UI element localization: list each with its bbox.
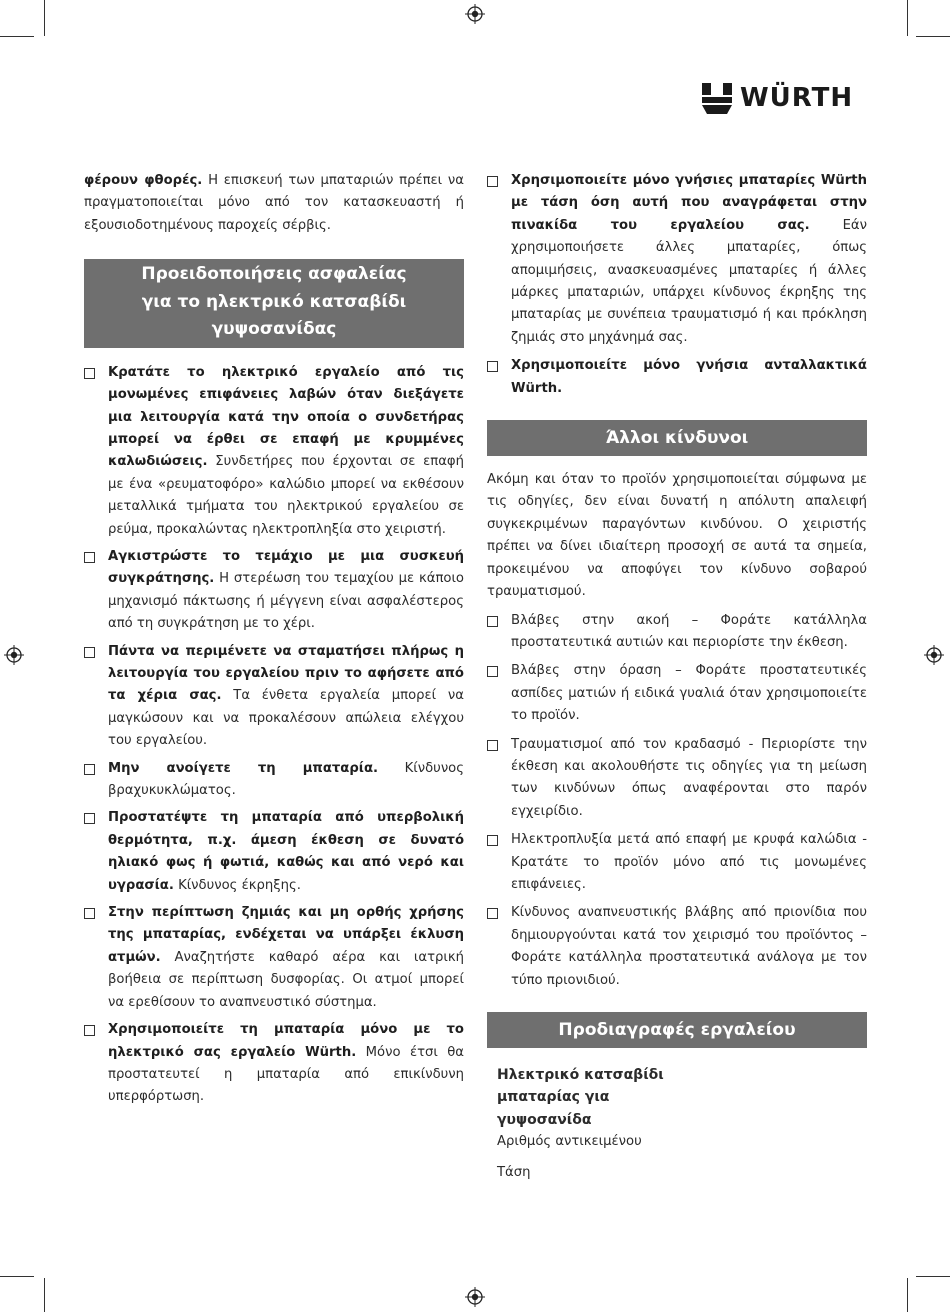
crop-mark	[0, 36, 34, 37]
spec-row-voltage: Τάση	[497, 1164, 531, 1180]
risks-list	[487, 610, 867, 993]
checkbox-icon	[487, 616, 498, 627]
heading-line: Προειδοποιήσεις ασφαλείας	[141, 264, 407, 285]
checkbox-icon	[84, 647, 95, 658]
item-text: Η στερέωση του τεμαχίου με κάποιο μηχανισμό πάκτωσης ή μέγγενη είναι ασφαλέστερος από τη συγκράτηση με το χέρι.	[108, 571, 464, 632]
crop-mark	[907, 1278, 908, 1312]
list-item	[84, 758, 464, 803]
registration-mark-icon	[924, 645, 944, 665]
item-text: Κίνδυνος βραχυκυκλώματος.	[108, 760, 464, 799]
item-bold: Μην ανοίγετε τη μπαταρία.	[108, 760, 379, 776]
intro-bold: φέρουν φθορές.	[84, 173, 203, 188]
intro-text: Η επισκευή των μπαταριών πρέπει να πραγματοποιείται μόνο από τον κατασκευαστή ή εξουσιοδοτημένους παροχείς σέρβις.	[84, 173, 464, 233]
list-item	[84, 807, 464, 897]
wurth-emblem-icon	[700, 81, 734, 115]
other-risks-intro: Ακόμη και όταν το προϊόν χρησιμοποιείται σύμφωνα με τις οδηγίες, δεν είναι δυνατή η απόλυτη απαλειφή συγκεκριμένων παραγόντων κινδύνου. Ο χειριστής πρέπει να δίνει ιδιαίτερη προσοχή σε αυτά τα σημεία, προκειμένου να αποφύγει τον κίνδυνο σοβαρού τραυματισμού.	[487, 472, 867, 600]
list-item	[84, 1019, 464, 1109]
spec-title-line: μπαταρίας για	[497, 1089, 610, 1106]
crop-mark	[44, 0, 45, 36]
checkbox-icon	[487, 908, 498, 919]
heading-line: γυψοσανίδας	[211, 319, 337, 340]
left-column	[84, 170, 464, 1109]
list-item	[84, 641, 464, 753]
item-bold: Στην περίπτωση ζημιάς και μη ορθής χρήσης της μπαταρίας, ενδέχεται να υπάρξει έκλυση ατμών.	[108, 905, 464, 965]
checkbox-icon	[84, 908, 95, 919]
list-item	[84, 546, 464, 636]
list-item	[487, 660, 867, 727]
crop-mark	[916, 36, 950, 37]
checkbox-icon	[84, 813, 95, 824]
safety-list	[84, 362, 464, 1109]
heading-line: για το ηλεκτρικό κατσαβίδι	[141, 291, 407, 312]
item-text: Κίνδυνος αναπνευστικής βλάβης από πριονίδια που δημιουργούνται κατά τον χειρισμό του προϊόντος – Φοράτε κατάλληλα προστατευτικά ανάλογα με τον τύπο πριονιδιού.	[511, 905, 867, 988]
intro-paragraph	[84, 170, 464, 237]
list-item	[487, 170, 867, 349]
registration-mark-icon	[4, 645, 24, 665]
brand-name: WÜRTH	[740, 83, 854, 113]
item-bold: Κρατάτε το ηλεκτρικό εργαλείο από τις μονωμένες επιφάνειες λαβών όταν διεξάγετε μια λειτουργία κατά την οποία ο συνδετήρας μπορεί να έρθει σε επαφή με κρυμμένες καλωδιώσεις.	[108, 364, 464, 470]
registration-mark-icon	[465, 1287, 485, 1307]
item-bold: Χρησιμοποιείτε τη μπαταρία μόνο με το ηλεκτρικό σας εργαλείο Würth.	[108, 1022, 464, 1060]
item-bold: Αγκιστρώστε το τεμάχιο με μια συσκευή συγκράτησης.	[108, 548, 464, 587]
crop-mark	[0, 1276, 34, 1277]
checkbox-icon	[84, 764, 95, 775]
item-bold: Χρησιμοποιείτε μόνο γνήσια ανταλλακτικά Würth.	[511, 358, 867, 396]
tool-specs-heading: Προδιαγραφές εργαλείου	[487, 1012, 867, 1048]
item-text: Βλάβες στην όραση – Φοράτε προστατευτικές ασπίδες ματιών ή ειδικά γυαλιά όταν χρησιμοποιείτε το προϊόν.	[511, 663, 867, 724]
spec-title-line: γυψοσανίδα	[497, 1111, 592, 1128]
item-text: Τα ένθετα εργαλεία μπορεί να μαγκώσουν και να προκαλέσουν απώλεια ελέγχου του εργαλείου.	[108, 688, 464, 749]
spec-row-item-number: Αριθμός αντικειμένου	[497, 1134, 642, 1150]
spec-title	[487, 1064, 867, 1131]
safety-warnings-heading	[84, 259, 464, 348]
item-text: Συνδετήρες που έρχονται σε επαφή με ένα «ρευματοφόρο» καλώδιο μπορεί να εκθέσουν μεταλλικά τμήματα του ηλεκτρικού εργαλείου σε ρεύμα, προκαλώντας ηλεκτροπληξία στο χειριστή.	[108, 454, 464, 537]
checkbox-icon	[487, 361, 498, 372]
other-risks-heading: Άλλοι κίνδυνοι	[487, 420, 867, 456]
registration-mark-icon	[465, 4, 485, 24]
list-item	[487, 355, 867, 400]
spec-title-line: Ηλεκτρικό κατσαβίδι	[497, 1067, 664, 1083]
list-item	[487, 610, 867, 655]
checkbox-icon	[487, 740, 498, 751]
item-text: Τραυματισμοί από τον κραδασμό - Περιορίστε την έκθεση και ακολουθήστε τις οδηγίες για τη μείωση των κινδύνων όπως αναφέρονται στο παρόν εγχειρίδιο.	[511, 736, 867, 819]
right-column	[487, 170, 867, 1184]
item-text: Μόνο έτσι θα προστατευτεί η μπαταρία από επικίνδυνη υπερφόρτωση.	[108, 1044, 464, 1105]
item-bold: Προστατέψτε τη μπαταρία από υπερβολική θερμότητα, π.χ. άμεση έκθεση σε δυνατό ηλιακό φως ή φωτιά, καθώς και από νερό και υγρασία.	[108, 810, 464, 893]
checkbox-icon	[84, 368, 95, 379]
checkbox-icon	[84, 1025, 95, 1036]
crop-mark	[916, 1276, 950, 1277]
item-text: Κίνδυνος έκρηξης.	[173, 877, 301, 893]
checkbox-icon	[487, 666, 498, 677]
brand-logo	[700, 78, 868, 118]
crop-mark	[44, 1278, 45, 1312]
checkbox-icon	[487, 835, 498, 846]
list-item	[84, 362, 464, 541]
item-bold: Χρησιμοποιείτε μόνο γνήσιες μπαταρίες Würth με τάση όση αυτή που αναγράφεται στην πινακίδα του εργαλείου σας.	[511, 173, 867, 233]
list-item	[84, 902, 464, 1014]
item-text: Εάν χρησιμοποιήσετε άλλες μπαταρίες, όπως απομιμήσεις, ανασκευασμένες μπαταρίες ή άλλες μάρκες μπαταριών, υπάρχει κίνδυνος έκρηξης της μπαταρίας με συνέπεια τραυματισμό ή και πρόκληση ζημιάς στο μηχάνημά σας.	[511, 217, 867, 345]
item-bold: Πάντα να περιμένετε να σταματήσει πλήρως η λειτουργία του εργαλείου πριν το αφήσετε από τα χέρια σας.	[108, 643, 464, 704]
item-text: Ηλεκτροπλυξία μετά από επαφή με κρυφά καλώδια - Κρατάτε το προϊόν μόνο από τις μονωμένες επιφάνειες.	[511, 832, 867, 892]
crop-mark	[907, 0, 908, 36]
list-item	[487, 829, 867, 896]
list-item	[487, 734, 867, 824]
checkbox-icon	[84, 552, 95, 563]
item-text: Βλάβες στην ακοή – Φοράτε κατάλληλα προστατευτικά αυτιών και περιορίστε την έκθεση.	[511, 612, 867, 650]
item-text: Αναζητήστε καθαρό αέρα και ιατρική βοήθεια σε περίπτωση δυσφορίας. Οι ατμοί μπορεί να ερεθίσουν το αναπνευστικό σύστημα.	[108, 949, 464, 1010]
list-item	[487, 902, 867, 992]
checkbox-icon	[487, 176, 498, 187]
